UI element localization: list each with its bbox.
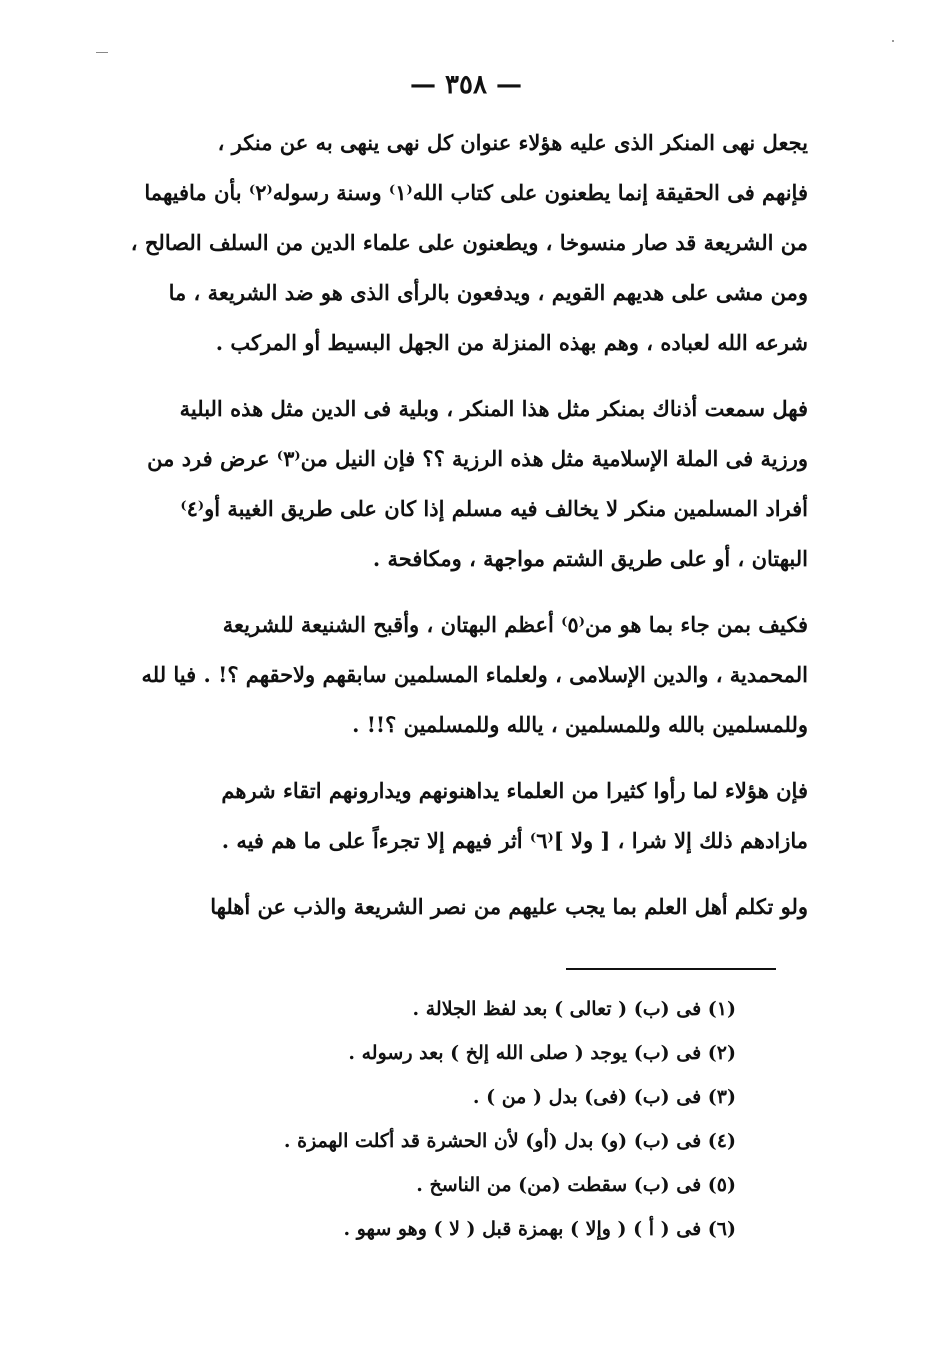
page-number: — ٣٥٨ — (409, 70, 523, 100)
footnote-item: (١) فى (ب) ( تعالى ) بعد لفظ الجلالة . (412, 998, 736, 1020)
paragraph-gap (112, 876, 808, 892)
footnote-item: (٣) فى (ب) (فى) بدل ( من ) . (472, 1086, 736, 1108)
text-line: ورزية فى الملة الإسلامية مثل هذه الرزية ؟؟ فإن النيل من⁽٣⁾ عرض فرد من (147, 446, 808, 471)
paragraph-gap (112, 760, 808, 776)
body-text (112, 128, 808, 942)
footnote-item: (٦) فى ( أ ) ( وإلا ) بهمزة قبل ( لا ) وهو سهو . (343, 1218, 736, 1240)
text-line: من الشريعة قد صار منسوخا ، ويطعنون على علماء الدين من السلف الصالح ، (130, 230, 808, 255)
footnote-item: (٤) فى (ب) (و) بدل (أو) لأن الحشرة قد أكلت الهمزة . (283, 1130, 736, 1152)
margin-mark (96, 52, 108, 53)
corner-dot (892, 40, 894, 42)
text-line: أفراد المسلمين منكر لا يخالف فيه مسلم إذا كان على طريق الغيبة أو⁽٤⁾ (180, 496, 808, 521)
text-line: البهتان ، أو على طريق الشتم مواجهة ، ومكافحة . (372, 546, 808, 571)
paragraph-gap (112, 378, 808, 394)
text-line: وللمسلمين بالله وللمسلمين ، يالله وللمسلمين ؟!! . (352, 712, 808, 737)
text-line: فإنهم فى الحقيقة إنما يطعنون على كتاب الله⁽١⁾ وسنة رسوله⁽٢⁾ بأن مافيهما (144, 180, 808, 205)
text-line: فإن هؤلاء لما رأوا كثيرا من العلماء يداهنونهم ويدارونهم اتقاء شرهم (221, 778, 808, 803)
text-line: ومن مشى على هديهم القويم ، ويدفعون بالرأى الذى هو ضد الشريعة ، ما (168, 280, 808, 305)
text-line: يجعل نهى المنكر الذى عليه هؤلاء عنوان كل نهى ينهى به عن منكر ، (217, 130, 808, 155)
footnote-item: (٥) فى (ب) سقطت (من) من الناسخ . (416, 1174, 736, 1196)
paragraph-gap (112, 594, 808, 610)
text-line: مازادهم ذلك إلا شرا ، [ ولا ]⁽٦⁾ أثر فيهم إلا تجرءاً على ما هم فيه . (221, 828, 808, 853)
text-line: فكيف بمن جاء بما هو من⁽٥⁾ أعظم البهتان ، وأقبح الشنيعة للشريعة (222, 612, 808, 637)
text-line: المحمدية ، والدين الإسلامى ، ولعلماء المسلمين سابقهم ولاحقهم ؟! . فيا لله (141, 662, 808, 687)
footnotes (283, 994, 736, 1258)
text-line: فهل سمعت أذناك بمنكر مثل هذا المنكر ، وبلية فى الدين مثل هذه البلية (179, 396, 808, 421)
text-line: ولو تكلم أهل العلم بما يجب عليهم من نصر الشريعة والذب عن أهلها (210, 894, 808, 919)
footnote-separator (566, 968, 776, 970)
footnote-item: (٢) فى (ب) يوجد ( صلى الله إلخ ) بعد رسوله . (348, 1042, 736, 1064)
text-line: شرعه الله لعباده ، وهم بهذه المنزلة من الجهل البسيط أو المركب . (215, 330, 808, 355)
